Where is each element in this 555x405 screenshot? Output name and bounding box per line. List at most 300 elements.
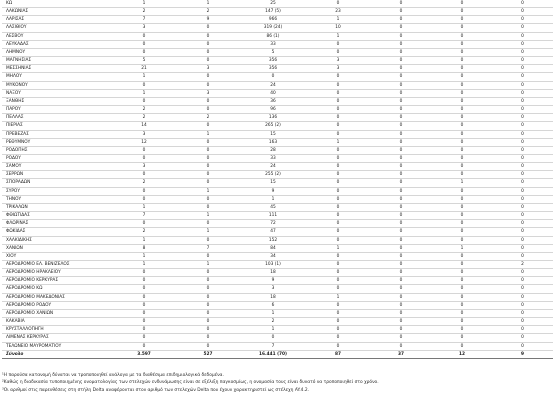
footnote-3: ³Οι αριθμοί στις παρενθέσεις στη στήλη Delta αναφέρονται στον αριθμό των στελεχών Delta που έχουν χαρακτηριστεί ως στέλεχη AY.4.2.	[2, 387, 310, 393]
count-cell-6: 0	[432, 106, 492, 114]
count-cell-1: 5	[112, 57, 176, 65]
count-cell-3: 28	[240, 146, 306, 154]
table-row	[2, 114, 553, 122]
region-cell: ΡΕΘΥΜΝΟΥ	[2, 138, 112, 146]
count-cell-2: 0	[176, 73, 240, 81]
region-cell: ΣΠΟΡΑΔΩΝ	[2, 179, 112, 187]
region-cell: ΜΗΛΟΥ	[2, 73, 112, 81]
table-row	[2, 138, 553, 146]
total-value: 87	[306, 350, 370, 358]
count-cell-3: 96	[240, 106, 306, 114]
count-cell-3: 25	[240, 0, 306, 8]
count-cell-4: 0	[306, 309, 370, 317]
count-cell-7: 0	[492, 163, 553, 171]
footnotes	[2, 372, 553, 394]
count-cell-5: 0	[370, 32, 432, 40]
count-cell-7: 0	[492, 326, 553, 334]
count-cell-7: 0	[492, 171, 553, 179]
count-cell-5: 0	[370, 89, 432, 97]
count-cell-2: 0	[176, 318, 240, 326]
table-row	[2, 8, 553, 16]
count-cell-6: 0	[432, 171, 492, 179]
region-cell: ΛΑΡΙΣΑΣ	[2, 16, 112, 24]
count-cell-5: 0	[370, 122, 432, 130]
count-cell-5: 0	[370, 114, 432, 122]
table-row	[2, 309, 553, 317]
count-cell-5: 0	[370, 106, 432, 114]
count-cell-3: 147 (5)	[240, 8, 306, 16]
count-cell-4: 1	[306, 138, 370, 146]
count-cell-4: 0	[306, 285, 370, 293]
count-cell-2: 0	[176, 146, 240, 154]
count-cell-3: 15	[240, 179, 306, 187]
count-cell-5: 0	[370, 326, 432, 334]
count-cell-2: 0	[176, 48, 240, 56]
count-cell-3: 2	[240, 318, 306, 326]
region-cell: ΧΑΝΙΩΝ	[2, 244, 112, 252]
table-row	[2, 179, 553, 187]
count-cell-7: 0	[492, 293, 553, 301]
count-cell-1: 3	[112, 163, 176, 171]
region-cell: ΜΥΚΟΝΟΥ	[2, 81, 112, 89]
count-cell-7: 0	[492, 130, 553, 138]
count-cell-2: 0	[176, 309, 240, 317]
count-cell-3: 152	[240, 236, 306, 244]
count-cell-6: 0	[432, 130, 492, 138]
count-cell-7: 0	[492, 106, 553, 114]
count-cell-1: 14	[112, 122, 176, 130]
count-cell-1: 0	[112, 309, 176, 317]
count-cell-1: 12	[112, 138, 176, 146]
count-cell-4: 0	[306, 228, 370, 236]
count-cell-4: 1	[306, 244, 370, 252]
count-cell-5: 0	[370, 195, 432, 203]
table-row	[2, 293, 553, 301]
count-cell-6: 0	[432, 57, 492, 65]
count-cell-6: 0	[432, 212, 492, 220]
count-cell-6: 0	[432, 285, 492, 293]
count-cell-6: 0	[432, 0, 492, 8]
count-cell-4: 0	[306, 171, 370, 179]
count-cell-6: 0	[432, 252, 492, 260]
count-cell-6: 0	[432, 261, 492, 269]
region-cell: ΦΘΙΩΤΙΔΑΣ	[2, 212, 112, 220]
count-cell-5: 0	[370, 154, 432, 162]
count-cell-4: 0	[306, 89, 370, 97]
table-row	[2, 122, 553, 130]
table-row	[2, 187, 553, 195]
count-cell-5: 0	[370, 16, 432, 24]
table-row	[2, 244, 553, 252]
count-cell-6: 1	[432, 179, 492, 187]
count-cell-5: 0	[370, 285, 432, 293]
count-cell-2: 0	[176, 285, 240, 293]
count-cell-7: 0	[492, 236, 553, 244]
region-cell: ΑΕΡΟΔΡΟΜΙΟ ΧΑΝΙΩΝ	[2, 309, 112, 317]
count-cell-1: 0	[112, 40, 176, 48]
count-cell-4: 0	[306, 326, 370, 334]
count-cell-7: 0	[492, 252, 553, 260]
table-row	[2, 228, 553, 236]
count-cell-5: 0	[370, 8, 432, 16]
count-cell-4: 0	[306, 154, 370, 162]
count-cell-5: 0	[370, 318, 432, 326]
count-cell-2: 0	[176, 138, 240, 146]
count-cell-3: 1	[240, 326, 306, 334]
count-cell-4: 0	[306, 212, 370, 220]
count-cell-5: 0	[370, 277, 432, 285]
count-cell-4: 0	[306, 203, 370, 211]
count-cell-5: 0	[370, 40, 432, 48]
count-cell-6: 0	[432, 89, 492, 97]
region-cell: ΛΕΣΒΟΥ	[2, 32, 112, 40]
count-cell-4: 23	[306, 8, 370, 16]
count-cell-1: 0	[112, 334, 176, 342]
count-cell-1: 2	[112, 8, 176, 16]
count-cell-1: 0	[112, 81, 176, 89]
count-cell-3: 265 (2)	[240, 122, 306, 130]
count-cell-1: 0	[112, 32, 176, 40]
count-cell-1: 0	[112, 154, 176, 162]
count-cell-3: 9	[240, 187, 306, 195]
count-cell-1: 21	[112, 65, 176, 73]
count-cell-5: 0	[370, 171, 432, 179]
count-cell-7: 0	[492, 146, 553, 154]
count-cell-7: 0	[492, 285, 553, 293]
region-cell: ΦΛΩΡΙΝΑΣ	[2, 220, 112, 228]
count-cell-4: 0	[306, 97, 370, 105]
count-cell-6: 0	[432, 97, 492, 105]
count-cell-5: 0	[370, 146, 432, 154]
count-cell-4: 0	[306, 220, 370, 228]
count-cell-2: 0	[176, 163, 240, 171]
count-cell-4: 1	[306, 32, 370, 40]
count-cell-3: 72	[240, 220, 306, 228]
count-cell-6: 0	[432, 146, 492, 154]
count-cell-4: 0	[306, 236, 370, 244]
table-row	[2, 130, 553, 138]
count-cell-3: 966	[240, 16, 306, 24]
count-cell-6: 0	[432, 122, 492, 130]
count-cell-3: 3	[240, 285, 306, 293]
count-cell-6: 0	[432, 342, 492, 350]
count-cell-3: 1	[240, 195, 306, 203]
count-cell-5: 0	[370, 24, 432, 32]
count-cell-7: 0	[492, 309, 553, 317]
count-cell-5: 0	[370, 236, 432, 244]
count-cell-1: 1	[112, 252, 176, 260]
region-cell: ΑΕΡΟΔΡΟΜΙΟ ΕΛ. ΒΕΝΙΖΕΛΟΣ	[2, 261, 112, 269]
count-cell-7: 0	[492, 89, 553, 97]
count-cell-6: 0	[432, 154, 492, 162]
count-cell-6: 0	[432, 73, 492, 81]
count-cell-7: 0	[492, 81, 553, 89]
count-cell-1: 3	[112, 24, 176, 32]
count-cell-1: 0	[112, 220, 176, 228]
region-cell: ΛΗΜΝΟΥ	[2, 48, 112, 56]
count-cell-1: 0	[112, 146, 176, 154]
count-cell-1: 1	[112, 236, 176, 244]
count-cell-4: 3	[306, 57, 370, 65]
table-row	[2, 48, 553, 56]
region-cell: ΚΩ	[2, 0, 112, 8]
count-cell-5: 0	[370, 342, 432, 350]
region-cell: ΤΗΝΟΥ	[2, 195, 112, 203]
count-cell-3: 33	[240, 154, 306, 162]
region-cell: ΜΑΓΝΗΣΙΑΣ	[2, 57, 112, 65]
count-cell-3: 5	[240, 48, 306, 56]
count-cell-6: 0	[432, 16, 492, 24]
count-cell-7: 0	[492, 220, 553, 228]
count-cell-7: 0	[492, 8, 553, 16]
count-cell-2: 0	[176, 57, 240, 65]
count-cell-4: 0	[306, 195, 370, 203]
count-cell-2: 0	[176, 277, 240, 285]
count-cell-4: 0	[306, 334, 370, 342]
region-cell: ΧΙΟΥ	[2, 252, 112, 260]
count-cell-5: 0	[370, 293, 432, 301]
count-cell-1: 1	[112, 203, 176, 211]
count-cell-5: 0	[370, 212, 432, 220]
count-cell-1: 0	[112, 97, 176, 105]
count-cell-1: 2	[112, 114, 176, 122]
total-label: Σύνολο	[2, 350, 112, 358]
table-row	[2, 16, 553, 24]
variants-table	[2, 0, 553, 359]
count-cell-3: 0	[240, 334, 306, 342]
count-cell-6: 0	[432, 203, 492, 211]
table-row	[2, 0, 553, 8]
count-cell-3: 163	[240, 138, 306, 146]
count-cell-3: 1	[240, 309, 306, 317]
region-cell: ΠΑΡΟΥ	[2, 106, 112, 114]
total-value: 527	[176, 350, 240, 358]
count-cell-6: 0	[432, 138, 492, 146]
count-cell-3: 18	[240, 269, 306, 277]
region-cell: ΣΥΡΟΥ	[2, 187, 112, 195]
count-cell-7: 0	[492, 187, 553, 195]
table-row	[2, 261, 553, 269]
count-cell-6: 0	[432, 65, 492, 73]
count-cell-2: 1	[176, 228, 240, 236]
count-cell-4: 0	[306, 146, 370, 154]
count-cell-2: 1	[176, 212, 240, 220]
count-cell-3: 18	[240, 293, 306, 301]
region-cell: ΞΑΝΘΗΣ	[2, 97, 112, 105]
count-cell-1: 1	[112, 89, 176, 97]
count-cell-6: 0	[432, 228, 492, 236]
count-cell-5: 0	[370, 97, 432, 105]
count-cell-5: 0	[370, 0, 432, 8]
region-cell: ΑΕΡΟΔΡΟΜΙΟ ΡΟΔΟΥ	[2, 301, 112, 309]
count-cell-1: 0	[112, 48, 176, 56]
count-cell-1: 3	[112, 130, 176, 138]
count-cell-5: 0	[370, 73, 432, 81]
count-cell-2: 7	[176, 244, 240, 252]
count-cell-5: 0	[370, 203, 432, 211]
count-cell-2: 0	[176, 203, 240, 211]
count-cell-5: 0	[370, 228, 432, 236]
count-cell-6: 0	[432, 8, 492, 16]
count-cell-1: 0	[112, 195, 176, 203]
count-cell-7: 0	[492, 73, 553, 81]
count-cell-2: 0	[176, 179, 240, 187]
count-cell-1: 0	[112, 318, 176, 326]
count-cell-2: 0	[176, 269, 240, 277]
count-cell-5: 0	[370, 163, 432, 171]
count-cell-7: 0	[492, 24, 553, 32]
count-cell-5: 0	[370, 301, 432, 309]
count-cell-7: 0	[492, 16, 553, 24]
count-cell-2: 0	[176, 301, 240, 309]
count-cell-4: 0	[306, 106, 370, 114]
total-row	[2, 350, 553, 358]
region-cell: ΧΑΛΚΙΔΙΚΗΣ	[2, 236, 112, 244]
count-cell-7: 0	[492, 57, 553, 65]
total-value: 16.441 (70)	[240, 350, 306, 358]
count-cell-7: 0	[492, 195, 553, 203]
count-cell-6: 0	[432, 81, 492, 89]
count-cell-1: 0	[112, 277, 176, 285]
count-cell-5: 0	[370, 309, 432, 317]
count-cell-4: 0	[306, 130, 370, 138]
count-cell-7: 0	[492, 277, 553, 285]
count-cell-3: 103 (1)	[240, 261, 306, 269]
count-cell-7: 0	[492, 318, 553, 326]
table-row	[2, 89, 553, 97]
table-row	[2, 269, 553, 277]
count-cell-5: 0	[370, 334, 432, 342]
count-cell-7: 0	[492, 0, 553, 8]
count-cell-7: 0	[492, 228, 553, 236]
count-cell-5: 0	[370, 187, 432, 195]
count-cell-2: 0	[176, 97, 240, 105]
count-cell-2: 0	[176, 195, 240, 203]
count-cell-3: 24	[240, 81, 306, 89]
table-row	[2, 106, 553, 114]
count-cell-1: 0	[112, 285, 176, 293]
region-cell: ΣΕΡΡΩΝ	[2, 171, 112, 179]
count-cell-4: 0	[306, 48, 370, 56]
region-cell: ΑΕΡΟΔΡΟΜΙΟ ΚΩ	[2, 285, 112, 293]
count-cell-3: 7	[240, 342, 306, 350]
count-cell-2: 2	[176, 114, 240, 122]
count-cell-3: 34	[240, 252, 306, 260]
count-cell-1: 2	[112, 228, 176, 236]
count-cell-7: 0	[492, 48, 553, 56]
count-cell-3: 84	[240, 244, 306, 252]
count-cell-6: 0	[432, 187, 492, 195]
region-cell: ΑΕΡΟΔΡΟΜΙΟ ΜΑΚΕΔΟΝΙΑΣ	[2, 293, 112, 301]
count-cell-7: 2	[492, 261, 553, 269]
count-cell-4: 0	[306, 40, 370, 48]
count-cell-2: 0	[176, 236, 240, 244]
table-body	[2, 0, 553, 358]
table-row	[2, 236, 553, 244]
count-cell-2: 0	[176, 81, 240, 89]
footnote-2: ²Καθώς η διαδικασία τυποποιημένης ονοματολογίας των στελεχών ενδυνάμωσης είναι σε εξέλιξη παγκοσμίως, η ονομασία τους είναι δυνατό να τροποποιηθεί στο χρόνο.	[2, 380, 379, 386]
region-cell: ΦΩΚΙΔΑΣ	[2, 228, 112, 236]
count-cell-2: 1	[176, 0, 240, 8]
count-cell-5: 0	[370, 130, 432, 138]
table-row	[2, 40, 553, 48]
region-cell: ΑΕΡΟΔΡΟΜΙΟ ΚΕΡΚΥΡΑΣ	[2, 277, 112, 285]
region-cell: ΠΡΕΒΕΖΑΣ	[2, 130, 112, 138]
count-cell-4: 1	[306, 16, 370, 24]
count-cell-6: 0	[432, 40, 492, 48]
table-row	[2, 97, 553, 105]
count-cell-4: 0	[306, 318, 370, 326]
count-cell-7: 0	[492, 154, 553, 162]
count-cell-3: 319 (24)	[240, 24, 306, 32]
count-cell-3: 40	[240, 89, 306, 97]
count-cell-5: 0	[370, 179, 432, 187]
total-value: 9	[492, 350, 553, 358]
count-cell-7: 0	[492, 114, 553, 122]
count-cell-4: 0	[306, 261, 370, 269]
count-cell-5: 0	[370, 65, 432, 73]
count-cell-7: 0	[492, 40, 553, 48]
count-cell-5: 0	[370, 244, 432, 252]
table-row	[2, 171, 553, 179]
count-cell-1: 7	[112, 212, 176, 220]
count-cell-4: 0	[306, 342, 370, 350]
count-cell-4: 0	[306, 73, 370, 81]
table-row	[2, 301, 553, 309]
table-row	[2, 163, 553, 171]
total-value: 37	[370, 350, 432, 358]
count-cell-6: 0	[432, 326, 492, 334]
count-cell-1: 0	[112, 301, 176, 309]
count-cell-6: 0	[432, 195, 492, 203]
count-cell-1: 2	[112, 179, 176, 187]
count-cell-4: 3	[306, 65, 370, 73]
count-cell-1: 2	[112, 106, 176, 114]
count-cell-5: 0	[370, 220, 432, 228]
count-cell-7: 0	[492, 244, 553, 252]
count-cell-6: 0	[432, 334, 492, 342]
count-cell-4: 10	[306, 24, 370, 32]
region-cell: ΤΕΛΩΝΕΙΟ ΜΑΥΡΟΜΑΤΙΟΥ	[2, 342, 112, 350]
count-cell-2: 0	[176, 24, 240, 32]
region-cell: ΝΑΞΟΥ	[2, 89, 112, 97]
table-row	[2, 203, 553, 211]
count-cell-4: 0	[306, 269, 370, 277]
count-cell-2: 1	[176, 261, 240, 269]
region-cell: ΛΑΣΙΘΙΟΥ	[2, 24, 112, 32]
count-cell-1: 0	[112, 342, 176, 350]
count-cell-5: 0	[370, 138, 432, 146]
count-cell-4: 0	[306, 122, 370, 130]
count-cell-6: 0	[432, 32, 492, 40]
count-cell-2: 0	[176, 32, 240, 40]
region-cell: ΜΕΣΣΗΝΙΑΣ	[2, 65, 112, 73]
count-cell-4: 0	[306, 252, 370, 260]
count-cell-2: 0	[176, 171, 240, 179]
count-cell-6: 0	[432, 236, 492, 244]
count-cell-4: 0	[306, 81, 370, 89]
count-cell-2: 0	[176, 293, 240, 301]
count-cell-2: 2	[176, 8, 240, 16]
count-cell-6: 1	[432, 244, 492, 252]
count-cell-3: 356	[240, 57, 306, 65]
count-cell-3: 36	[240, 97, 306, 105]
region-cell: ΑΕΡΟΔΡΟΜΙΟ ΗΡΑΚΛΕΙΟΥ	[2, 269, 112, 277]
count-cell-4: 0	[306, 163, 370, 171]
count-cell-2: 0	[176, 154, 240, 162]
count-cell-6: 0	[432, 220, 492, 228]
count-cell-1: 1	[112, 73, 176, 81]
